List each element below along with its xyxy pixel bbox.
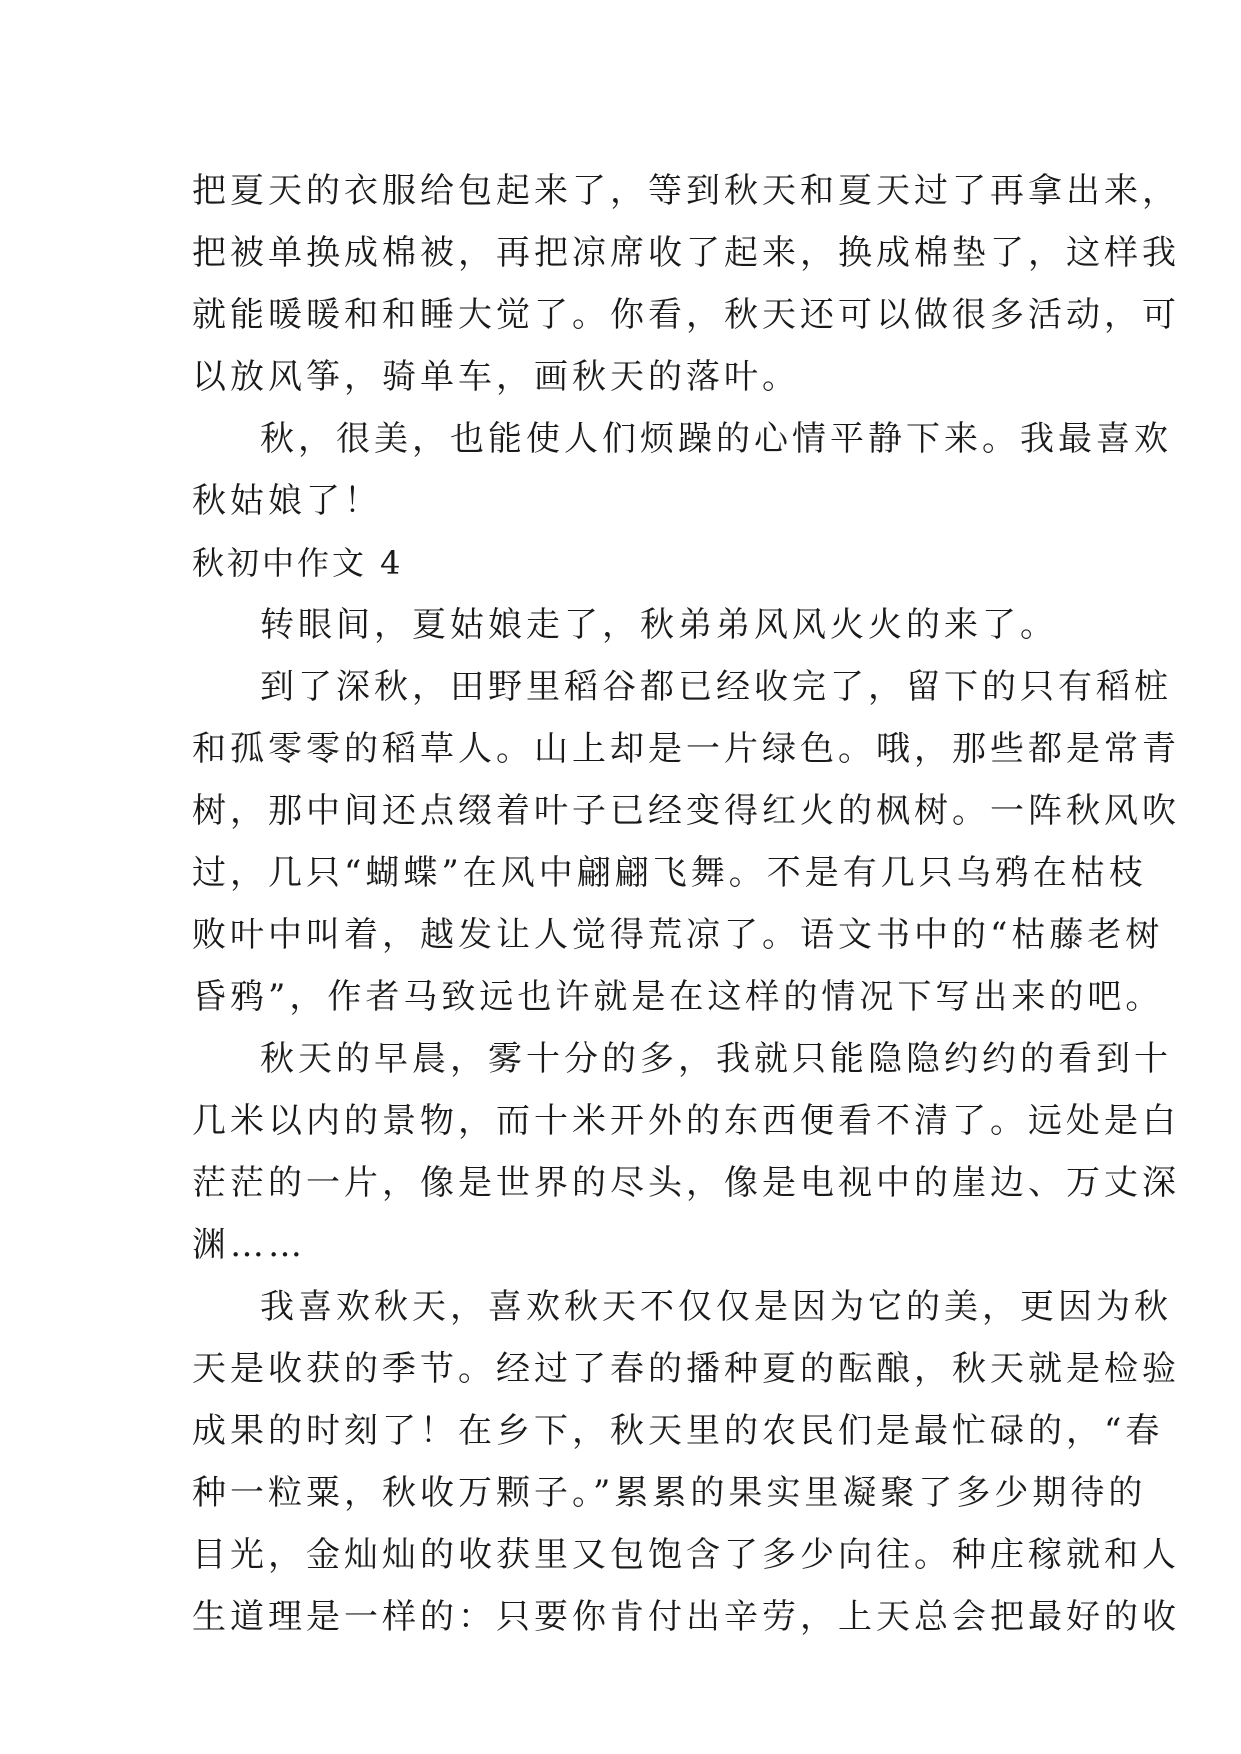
text-line: 秋姑娘了！ [192, 481, 382, 521]
text-line: 成果的时刻了！在乡下，秋天里的农民们是最忙碌的，“春 [192, 1411, 1164, 1451]
text-line: 几米以内的景物，而十米开外的东西便看不清了。远处是白 [192, 1101, 1180, 1141]
text-line: 把被单换成棉被，再把凉席收了起来，换成棉垫了，这样我 [192, 233, 1180, 273]
text-line: 和孤零零的稻草人。山上却是一片绿色。哦，那些都是常青 [192, 729, 1180, 769]
text-line: 把夏天的衣服给包起来了，等到秋天和夏天过了再拿出来， [192, 171, 1180, 211]
text-line: 就能暖暖和和睡大觉了。你看，秋天还可以做很多活动，可 [192, 295, 1180, 335]
text-line: 目光，金灿灿的收获里又包饱含了多少向往。种庄稼就和人 [192, 1535, 1180, 1575]
text-line: 昏鸦”，作者马致远也许就是在这样的情况下写出来的吧。 [192, 977, 1164, 1017]
document-page [192, 160, 1180, 1648]
text-line: 天是收获的季节。经过了春的播种夏的酝酿，秋天就是检验 [192, 1349, 1180, 1389]
text-line: 过，几只“蝴蝶”在风中翩翩飞舞。不是有几只乌鸦在枯枝 [192, 853, 1147, 893]
text-line: 生道理是一样的：只要你肯付出辛劳，上天总会把最好的收 [192, 1597, 1180, 1637]
section-heading: 秋初中作文 4 [192, 544, 404, 582]
text-line: 秋，很美，也能使人们烦躁的心情平静下来。我最喜欢 [260, 419, 1172, 459]
text-line: 茫茫的一片，像是世界的尽头，像是电视中的崖边、万丈深 [192, 1163, 1180, 1203]
text-line: 秋天的早晨，雾十分的多，我就只能隐隐约约的看到十 [260, 1039, 1172, 1079]
text-line: 种一粒粟，秋收万颗子。”累累的果实里凝聚了多少期待的 [192, 1473, 1147, 1513]
text-line: 到了深秋，田野里稻谷都已经收完了，留下的只有稻桩 [260, 667, 1172, 707]
text-line: 败叶中叫着，越发让人觉得荒凉了。语文书中的“枯藤老树 [192, 915, 1164, 955]
text-line: 我喜欢秋天，喜欢秋天不仅仅是因为它的美，更因为秋 [260, 1287, 1172, 1327]
text-line: 转眼间，夏姑娘走了，秋弟弟风风火火的来了。 [260, 605, 1058, 645]
text-line: 以放风筝，骑单车，画秋天的落叶。 [192, 357, 800, 397]
text-line: 树，那中间还点缀着叶子已经变得红火的枫树。一阵秋风吹 [192, 791, 1180, 831]
text-line: 渊…… [192, 1225, 306, 1265]
